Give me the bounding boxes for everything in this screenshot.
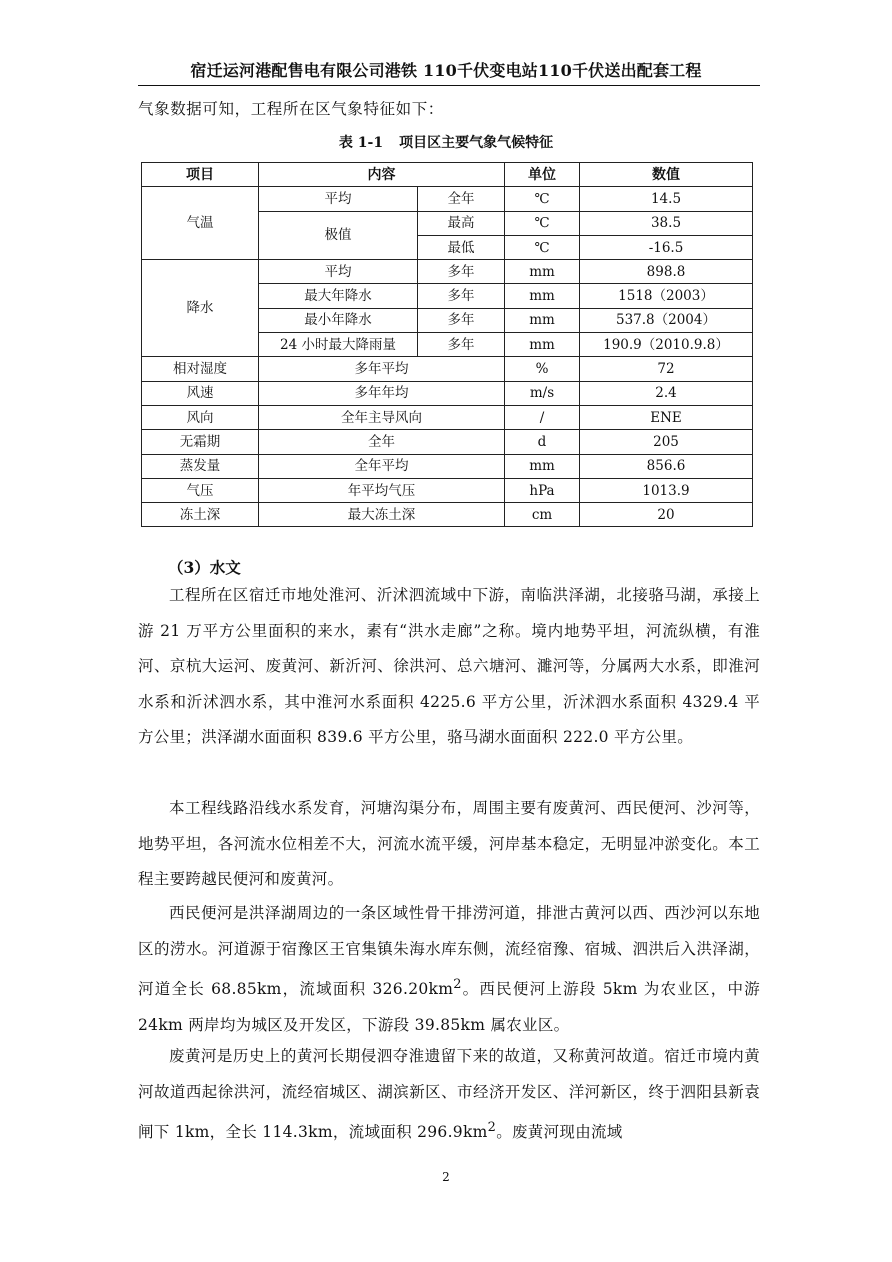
cell-value: 190.9（2010.9.8） [580,333,753,357]
page-header-title: 宿迁运河港配售电有限公司港铁 110千伏变电站110千伏送出配套工程 [190,61,702,80]
area-unit-superscript: 2 [487,1120,497,1135]
row-label-frost-free: 无霜期 [142,430,259,454]
cell-value: ENE [580,405,753,429]
cell-value: 2.4 [580,381,753,405]
cell-content: 最小年降水 [259,308,418,332]
cell-content: 极值 [259,211,418,260]
paragraph-ximinbian-river [138,896,760,1043]
cell-content: 全年 [259,430,505,454]
cell-value: 856.6 [580,454,753,478]
cell-period: 最高 [418,211,505,235]
table-row [142,454,753,478]
cell-value: -16.5 [580,235,753,259]
header-value: 数值 [580,163,753,187]
cell-content: 24 小时最大降雨量 [259,333,418,357]
cell-unit: mm [505,333,580,357]
cell-unit: mm [505,308,580,332]
cell-content: 多年年均 [259,381,505,405]
table-row [142,478,753,502]
cell-content: 多年平均 [259,357,505,381]
table-row [142,260,753,284]
table-row [142,430,753,454]
cell-unit: hPa [505,478,580,502]
cell-unit: ℃ [505,211,580,235]
hydrology-body-4 [138,1039,760,1151]
table-caption-number: 表 1-1 [338,135,384,151]
table-row [142,503,753,527]
table-row [142,381,753,405]
feihuang-text-b: 。废黄河现由流域 [496,1123,623,1142]
header-divider [138,85,760,86]
cell-unit: / [505,405,580,429]
row-label-evaporation: 蒸发量 [142,454,259,478]
cell-content: 年平均气压 [259,478,505,502]
cell-unit: ℃ [505,235,580,259]
cell-value: 1013.9 [580,478,753,502]
cell-value: 898.8 [580,260,753,284]
cell-unit: mm [505,260,580,284]
row-label-wind-direction: 风向 [142,405,259,429]
paragraph-route-water-system: 本工程线路沿线水系发育，河塘沟渠分布，周围主要有废黄河、西民便河、沙河等，地势平坦，各河流水位相差不大，河流水流平缓，河岸基本稳定，无明显冲淤变化。本工程主要跨越民便河和废黄河。 [138,799,760,888]
hydrology-body-1 [138,578,760,756]
section-heading-hydrology: （3）水文 [168,558,241,577]
cell-content: 最大年降水 [259,284,418,308]
paragraph-hydrology-overview: 工程所在区宿迁市地处淮河、沂沭泗流域中下游，南临洪泽湖，北接骆马湖，承接上游 21 万平方公里面积的来水，素有“洪水走廊”之称。境内地势平坦，河流纵横，有淮河、京杭大运河、废黄河、新沂河、徐洪河、总六塘河、濉河等，分属两大水系，即淮河水系和沂沭泗水系，其中淮河水系面积 4225.6 平方公里，沂沭泗水系面积 4329.4 平方公里；洪泽湖水面面积 839.6 平方公里，骆马湖水面面积 222.0 平方公里。 [138,586,760,746]
climate-table [141,162,753,527]
cell-value: 1518（2003） [580,284,753,308]
cell-unit: cm [505,503,580,527]
table-caption-title: 项目区主要气象气候特征 [399,135,554,151]
cell-unit: % [505,357,580,381]
cell-value: 537.8（2004） [580,308,753,332]
cell-value: 20 [580,503,753,527]
feihuang-text-a: 废黄河是历史上的黄河长期侵泗夺淮遗留下来的故道，又称黄河故道。宿迁市境内黄河故道西起徐洪河，流经宿城区、湖滨新区、市经济开发区、洋河新区，终于泗阳县新袁闸下 1km，全长 114.3km，流域面积 296.9km [138,1047,760,1142]
intro-paragraph: 气象数据可知，工程所在区气象特征如下： [138,100,444,118]
page-number: 2 [442,1170,450,1184]
paragraph-feihuang-river [138,1039,760,1151]
cell-content: 全年平均 [259,454,505,478]
hydrology-body-3 [138,896,760,1043]
table-row [142,187,753,211]
cell-value: 72 [580,357,753,381]
header-unit: 单位 [505,163,580,187]
row-label-pressure: 气压 [142,478,259,502]
cell-content: 平均 [259,187,418,211]
row-label-frozen-soil: 冻土深 [142,503,259,527]
ximinbian-text-b: 。西民便河上游段 5km 为农业区，中游 24km 两岸均为城区及开发区，下游段 39.85km 属农业区。 [138,980,760,1034]
row-label-humidity: 相对湿度 [142,357,259,381]
cell-unit: ℃ [505,187,580,211]
table-row [142,357,753,381]
cell-period: 多年 [418,308,505,332]
header-content: 内容 [259,163,505,187]
cell-period: 最低 [418,235,505,259]
cell-unit: mm [505,284,580,308]
cell-content: 全年主导风向 [259,405,505,429]
cell-unit: mm [505,454,580,478]
row-label-temperature: 气温 [142,187,259,260]
cell-content: 平均 [259,260,418,284]
ximinbian-text-a: 西民便河是洪泽湖周边的一条区域性骨干排涝河道，排泄古黄河以西、西沙河以东地区的涝水。河道源于宿豫区王官集镇朱海水库东侧，流经宿豫、宿城、泗洪后入洪泽湖，河道全长 68.85km，流域面积 326.20km [138,904,760,999]
cell-period: 全年 [418,187,505,211]
cell-period: 多年 [418,284,505,308]
hydrology-body-2 [138,791,760,898]
cell-value: 38.5 [580,211,753,235]
cell-period: 多年 [418,260,505,284]
table-caption [0,132,892,152]
cell-value: 14.5 [580,187,753,211]
row-label-precipitation: 降水 [142,260,259,357]
table-row [142,405,753,429]
cell-content: 最大冻土深 [259,503,505,527]
cell-unit: m/s [505,381,580,405]
cell-unit: d [505,430,580,454]
row-label-wind-speed: 风速 [142,381,259,405]
header-item: 项目 [142,163,259,187]
cell-period: 多年 [418,333,505,357]
cell-value: 205 [580,430,753,454]
area-unit-superscript: 2 [453,977,462,992]
table-header-row [142,163,753,187]
